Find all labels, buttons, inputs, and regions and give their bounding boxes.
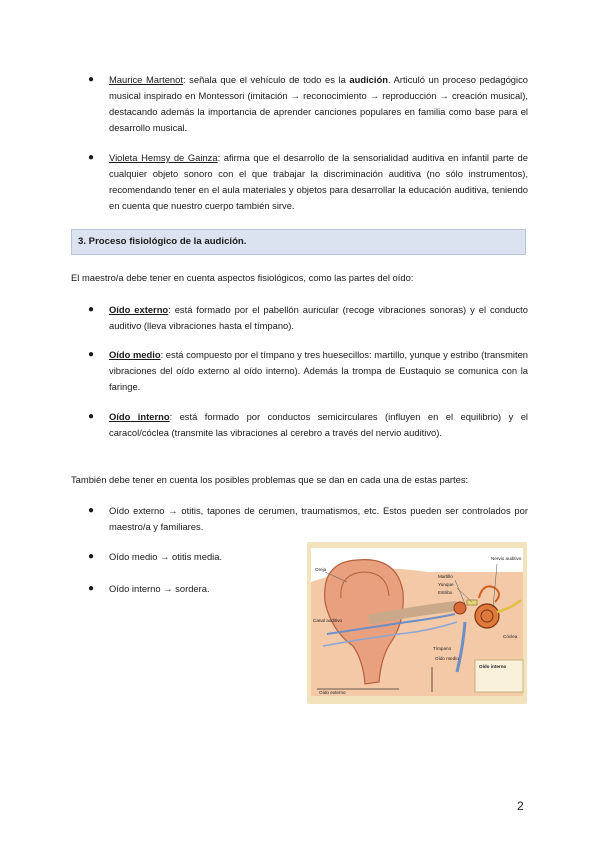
label-timpano: Tímpano: [433, 646, 452, 651]
intro-paragraph: El maestro/a debe tener en cuenta aspectos fisiológicos, como las partes del oído:: [71, 272, 414, 283]
bullet-icon: ●: [88, 304, 95, 315]
label-oido-medio: Oído medio: [435, 656, 459, 661]
bullet-icon: ●: [88, 411, 95, 422]
label-yunque: Yunque: [438, 582, 454, 587]
list-item: ● Oído medio: está compuesto por el tímpano y tres huesecillos: martillo, yunque y estribo (transmiten vibraciones del oído externo al oído interno). Además la trompa de Eustaquio se comunica con la faringe.: [88, 349, 529, 392]
label-martillo: Martillo: [438, 574, 453, 579]
term-oido-interno: Oído interno: [109, 411, 170, 422]
ear-anatomy-figure: [307, 542, 527, 704]
page-number: 2: [517, 799, 524, 813]
list-item: ● Oído interno → sordera.: [88, 581, 288, 597]
label-oido-interno: Oído interno: [479, 664, 507, 669]
ossicle-mark: [467, 600, 477, 605]
bullet-icon: ●: [88, 152, 95, 163]
label-estribo: Estribo: [438, 590, 453, 595]
label-oreja: Oreja: [315, 567, 327, 572]
label-coclea: Cóclea: [503, 634, 518, 639]
problems-intro: También debe tener en cuenta los posibles problemas que se dan en cada una de estas partes:: [71, 474, 469, 485]
cochlea-mark: [475, 604, 499, 628]
list-item: ● Oído externo: está formado por el pabellón auricular (recoge vibraciones sonoras) y el conducto auditivo (lleva vibraciones hasta el tímpano).: [88, 304, 529, 331]
tympanum-mark: [454, 602, 466, 614]
bullet-icon: ●: [88, 505, 95, 516]
list-item: ● Oído externo → otitis, tapones de cerumen, traumatismos, etc. Estos pueden ser controlados por maestro/a y familiares.: [88, 505, 528, 532]
section-heading: 3. Proceso fisiológico de la audición.: [71, 229, 526, 255]
label-oido-externo: Oído externo: [319, 690, 346, 695]
term-hemsy: Violeta Hemsy de Gainza: [109, 152, 218, 163]
term-oido-externo: Oído externo: [109, 304, 169, 315]
bullet-icon: ●: [88, 583, 95, 594]
list-item: ● Violeta Hemsy de Gainza: afirma que el desarrollo de la sensorialidad auditiva en infantil parte de cualquier objeto sonoro con el que trabajar la discriminación auditiva (no sólo instrumentos), recomendando tener en el aula materiales y objetos para desarrollar la educación auditiva, teniendo en cuenta que nuestro cuerpo también sirve.: [88, 152, 528, 211]
list-item: ● Oído interno: está formado por conductos semicirculares (influyen en el equilibrio) y el caracol/cóclea (transmite las vibraciones al cerebro a través del nervio auditivo).: [88, 411, 528, 438]
term-oido-medio: Oído medio: [109, 349, 161, 360]
label-nervio: Nervio auditivo: [491, 556, 522, 561]
ear-diagram: [307, 542, 527, 704]
term-martenot: Maurice Martenot: [109, 74, 183, 85]
bullet-icon: ●: [88, 349, 95, 360]
bullet-icon: ●: [88, 74, 95, 85]
list-item: ● Oído medio → otitis media.: [88, 549, 288, 565]
label-canal: Canal auditivo: [313, 618, 343, 623]
list-item: ● Maurice Martenot: señala que el vehículo de todo es la audición. Articuló un proceso pedagógico musical inspirado en Montessori (imitación → reconocimiento → reproducción → creación musical), destacando además la importancia de aprender canciones populares en familia como base para el desarrollo musical.: [88, 74, 528, 133]
bullet-icon: ●: [88, 551, 95, 562]
